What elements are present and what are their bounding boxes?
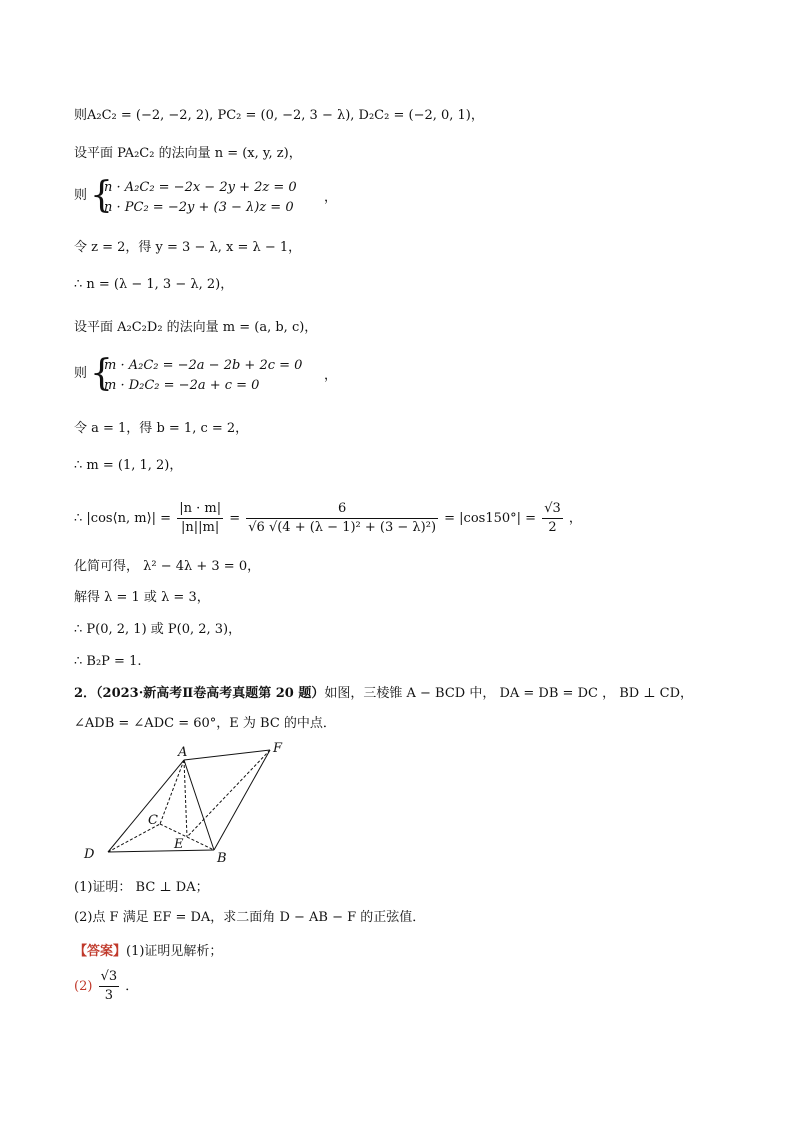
fraction-six-over-root [246, 500, 438, 537]
edge-FB [214, 750, 270, 850]
edge-AC [160, 760, 184, 824]
system-row-1: n · A₂C₂ = −2x − 2y + 2z = 0 [104, 180, 297, 195]
edge-DB [108, 850, 214, 852]
fraction-root3-over-2 [542, 500, 563, 537]
left-brace: { [90, 175, 113, 216]
tetrahedron-figure [74, 738, 294, 872]
system-prefix: 则 [74, 366, 88, 381]
line-let-z: 令 z = 2，得 y = 3 − λ, x = λ − 1， [74, 240, 302, 255]
answer-line-2 [74, 968, 138, 1005]
equation-system-n [74, 175, 338, 220]
question-2: (2)点 F 满足 EF = DA，求二面角 D − AB − F 的正弦值． [74, 910, 426, 925]
fraction-denominator: 2 [548, 520, 557, 535]
edge-DC [108, 824, 160, 852]
cos-middle: = |cos150°| = [444, 511, 537, 526]
fraction-denominator: √6 √(4 + (λ − 1)² + (3 − λ)²) [248, 520, 437, 535]
system-row-1: m · A₂C₂ = −2a − 2b + 2c = 0 [104, 358, 303, 373]
label-A: A [178, 745, 188, 760]
edge-AB [184, 760, 214, 850]
equals-sign: = [229, 511, 241, 526]
question-1: (1)证明： BC ⊥ DA； [74, 880, 209, 895]
label-B: B [217, 851, 227, 866]
cos-left: ∴ |cos⟨n, m⟩| = [74, 511, 172, 526]
label-E: E [174, 837, 184, 852]
problem-number: 2． [74, 686, 97, 701]
fraction-numerator: √3 [542, 500, 563, 519]
tetrahedron-diagram [74, 738, 294, 868]
answer-line-1 [74, 944, 222, 960]
label-F: F [273, 741, 283, 756]
answer-2-prefix: (2) [74, 979, 93, 994]
system-row-2: m · D₂C₂ = −2a + c = 0 [104, 378, 260, 393]
answer-tag: 【答案】 [74, 944, 127, 959]
equation-system-m [74, 353, 338, 398]
line-solve: 解得 λ = 1 或 λ = 3， [74, 590, 210, 605]
problem-header [74, 686, 693, 702]
line-simplify: 化简可得， λ² − 4λ + 3 = 0， [74, 559, 261, 574]
fraction-denominator: 3 [104, 988, 113, 1003]
label-D: D [84, 847, 95, 862]
problem-source: （2023·新高考Ⅱ卷高考真题第 20 题） [96, 686, 325, 701]
line-cosine [74, 500, 582, 537]
edge-AE [184, 760, 187, 837]
problem-stem-2: ∠ADB = ∠ADC = 60°，E 为 BC 的中点． [74, 716, 336, 731]
fraction-denominator: |n||m| [181, 520, 220, 535]
system-row-2: n · PC₂ = −2y + (3 − λ)z = 0 [104, 200, 294, 215]
system-tail: ， [324, 368, 338, 383]
fraction-numerator: 6 [246, 500, 438, 519]
line-let-a: 令 a = 1，得 b = 1, c = 2， [74, 421, 249, 436]
left-brace: { [90, 353, 113, 394]
line-m-result: ∴ m = (1, 1, 2)， [74, 458, 183, 473]
edge-DA [108, 760, 184, 852]
fraction-numerator: √3 [99, 968, 120, 987]
line-normal-m: 设平面 A₂C₂D₂ 的法向量 m = (a, b, c)， [74, 320, 318, 335]
line-n-result: ∴ n = (λ − 1, 3 − λ, 2)， [74, 277, 234, 292]
answer-fraction [99, 968, 120, 1005]
system-prefix: 则 [74, 188, 88, 203]
answer-1: (1)证明见解析； [126, 944, 223, 959]
system-tail: ， [324, 190, 338, 205]
problem-stem-1: 如图，三棱锥 A − BCD 中， DA = DB = DC ， BD ⊥ CD， [324, 686, 694, 701]
label-C: C [148, 813, 158, 828]
line-vectors: 则A₂C₂ = (−2, −2, 2), PC₂ = (0, −2, 3 − λ), D₂C₂ = (−2, 0, 1)， [74, 108, 484, 123]
line-normal-n: 设平面 PA₂C₂ 的法向量 n = (x, y, z)， [74, 146, 302, 161]
line-point-p: ∴ P(0, 2, 1) 或 P(0, 2, 3)， [74, 622, 242, 637]
answer-2-tail: ． [125, 979, 139, 994]
cos-tail: ， [568, 511, 582, 526]
edge-AF [184, 750, 270, 760]
line-b2p: ∴ B₂P = 1. [74, 654, 142, 669]
fraction-dot-over-norms [177, 500, 223, 537]
fraction-numerator: |n · m| [177, 500, 223, 519]
